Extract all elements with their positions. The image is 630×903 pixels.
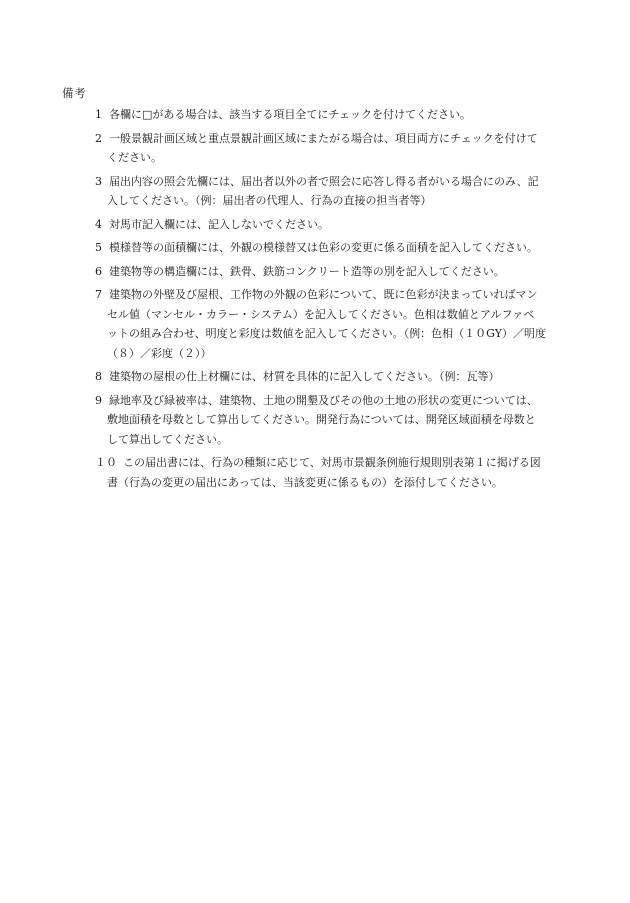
note-item [95,129,573,168]
note-text-line: 一般景観計画区域と重点景観計画区域にまたがる場合は、項目両方にチェックを付けて [109,131,538,145]
note-text-line: して算出してください。 [107,432,228,446]
note-text-line: 対馬市記入欄には、記入しないでください。 [109,217,329,231]
note-text-line: 敷地面積を母数として算出してください。開発行為については、開発区域面積を母数と [107,413,536,426]
note-item [95,391,573,450]
note-item [95,262,573,282]
note-text-line: 各欄に□がある場合は、該当する項目全てにチェックを付けてください。 [109,108,472,121]
note-text-line: 緑地率及び緑被率は、建築物、土地の開墾及びその他の土地の形状の変更については、 [109,393,538,407]
note-text-line: 入してください。（例：届出者の代理人、行為の直接の担当者等） [107,194,432,207]
note-number: 2 [95,131,102,145]
note-item [95,453,573,492]
note-text-line: 建築物等の構造欄には、鉄骨、鉄筋コンクリート造等の別を記入してください。 [109,264,505,278]
note-text-line: ットの組み合わせ、明度と彩度は数値を記入してください。（例：色相（１０GY）／明度 [107,327,547,340]
note-text-line: 届出内容の照会先欄には、届出者以外の者で照会に応答し得る者がいる場合にのみ、記 [109,174,539,188]
note-number: 6 [95,264,102,278]
note-text-line: 建築物の屋根の仕上材欄には、材質を具体的に記入してください。（例：瓦等） [109,370,500,383]
note-number: １０ [95,456,117,469]
note-item [95,285,573,363]
note-number: 4 [95,217,102,231]
note-item [95,367,573,387]
note-number: 8 [95,370,102,383]
note-number: 3 [95,174,102,188]
note-text-line: セル値（マンセル・カラー・システム）を記入してください。色相は数値とアルファベ [107,307,535,321]
note-item [95,215,573,235]
note-number: 7 [95,288,102,301]
note-text-line: この届出書には、行為の種類に応じて、対馬市景観条例施行規則別表第１に掲げる図 [123,456,541,469]
note-text-line: 書（行為の変更の届出にあっては、当該変更に係るもの）を添付してください。 [107,475,503,489]
note-number: 1 [95,108,102,121]
note-text-line: 模様替等の面積欄には、外観の模様替又は色彩の変更に係る面積を記入してください。 [109,241,538,254]
note-number: 9 [95,393,102,407]
notes-heading: 備考 [62,86,86,100]
note-item [95,172,573,211]
note-item [95,105,573,125]
note-text-line: （８）／彩度（２）） [107,346,212,360]
note-text-line: ください。 [107,151,162,164]
note-text-line: 建築物の外壁及び屋根、工作物の外観の色彩について、既に色彩が決まっていればマン [109,288,538,301]
note-number: 5 [95,241,102,254]
notes-list [95,105,573,496]
note-item [95,238,573,258]
